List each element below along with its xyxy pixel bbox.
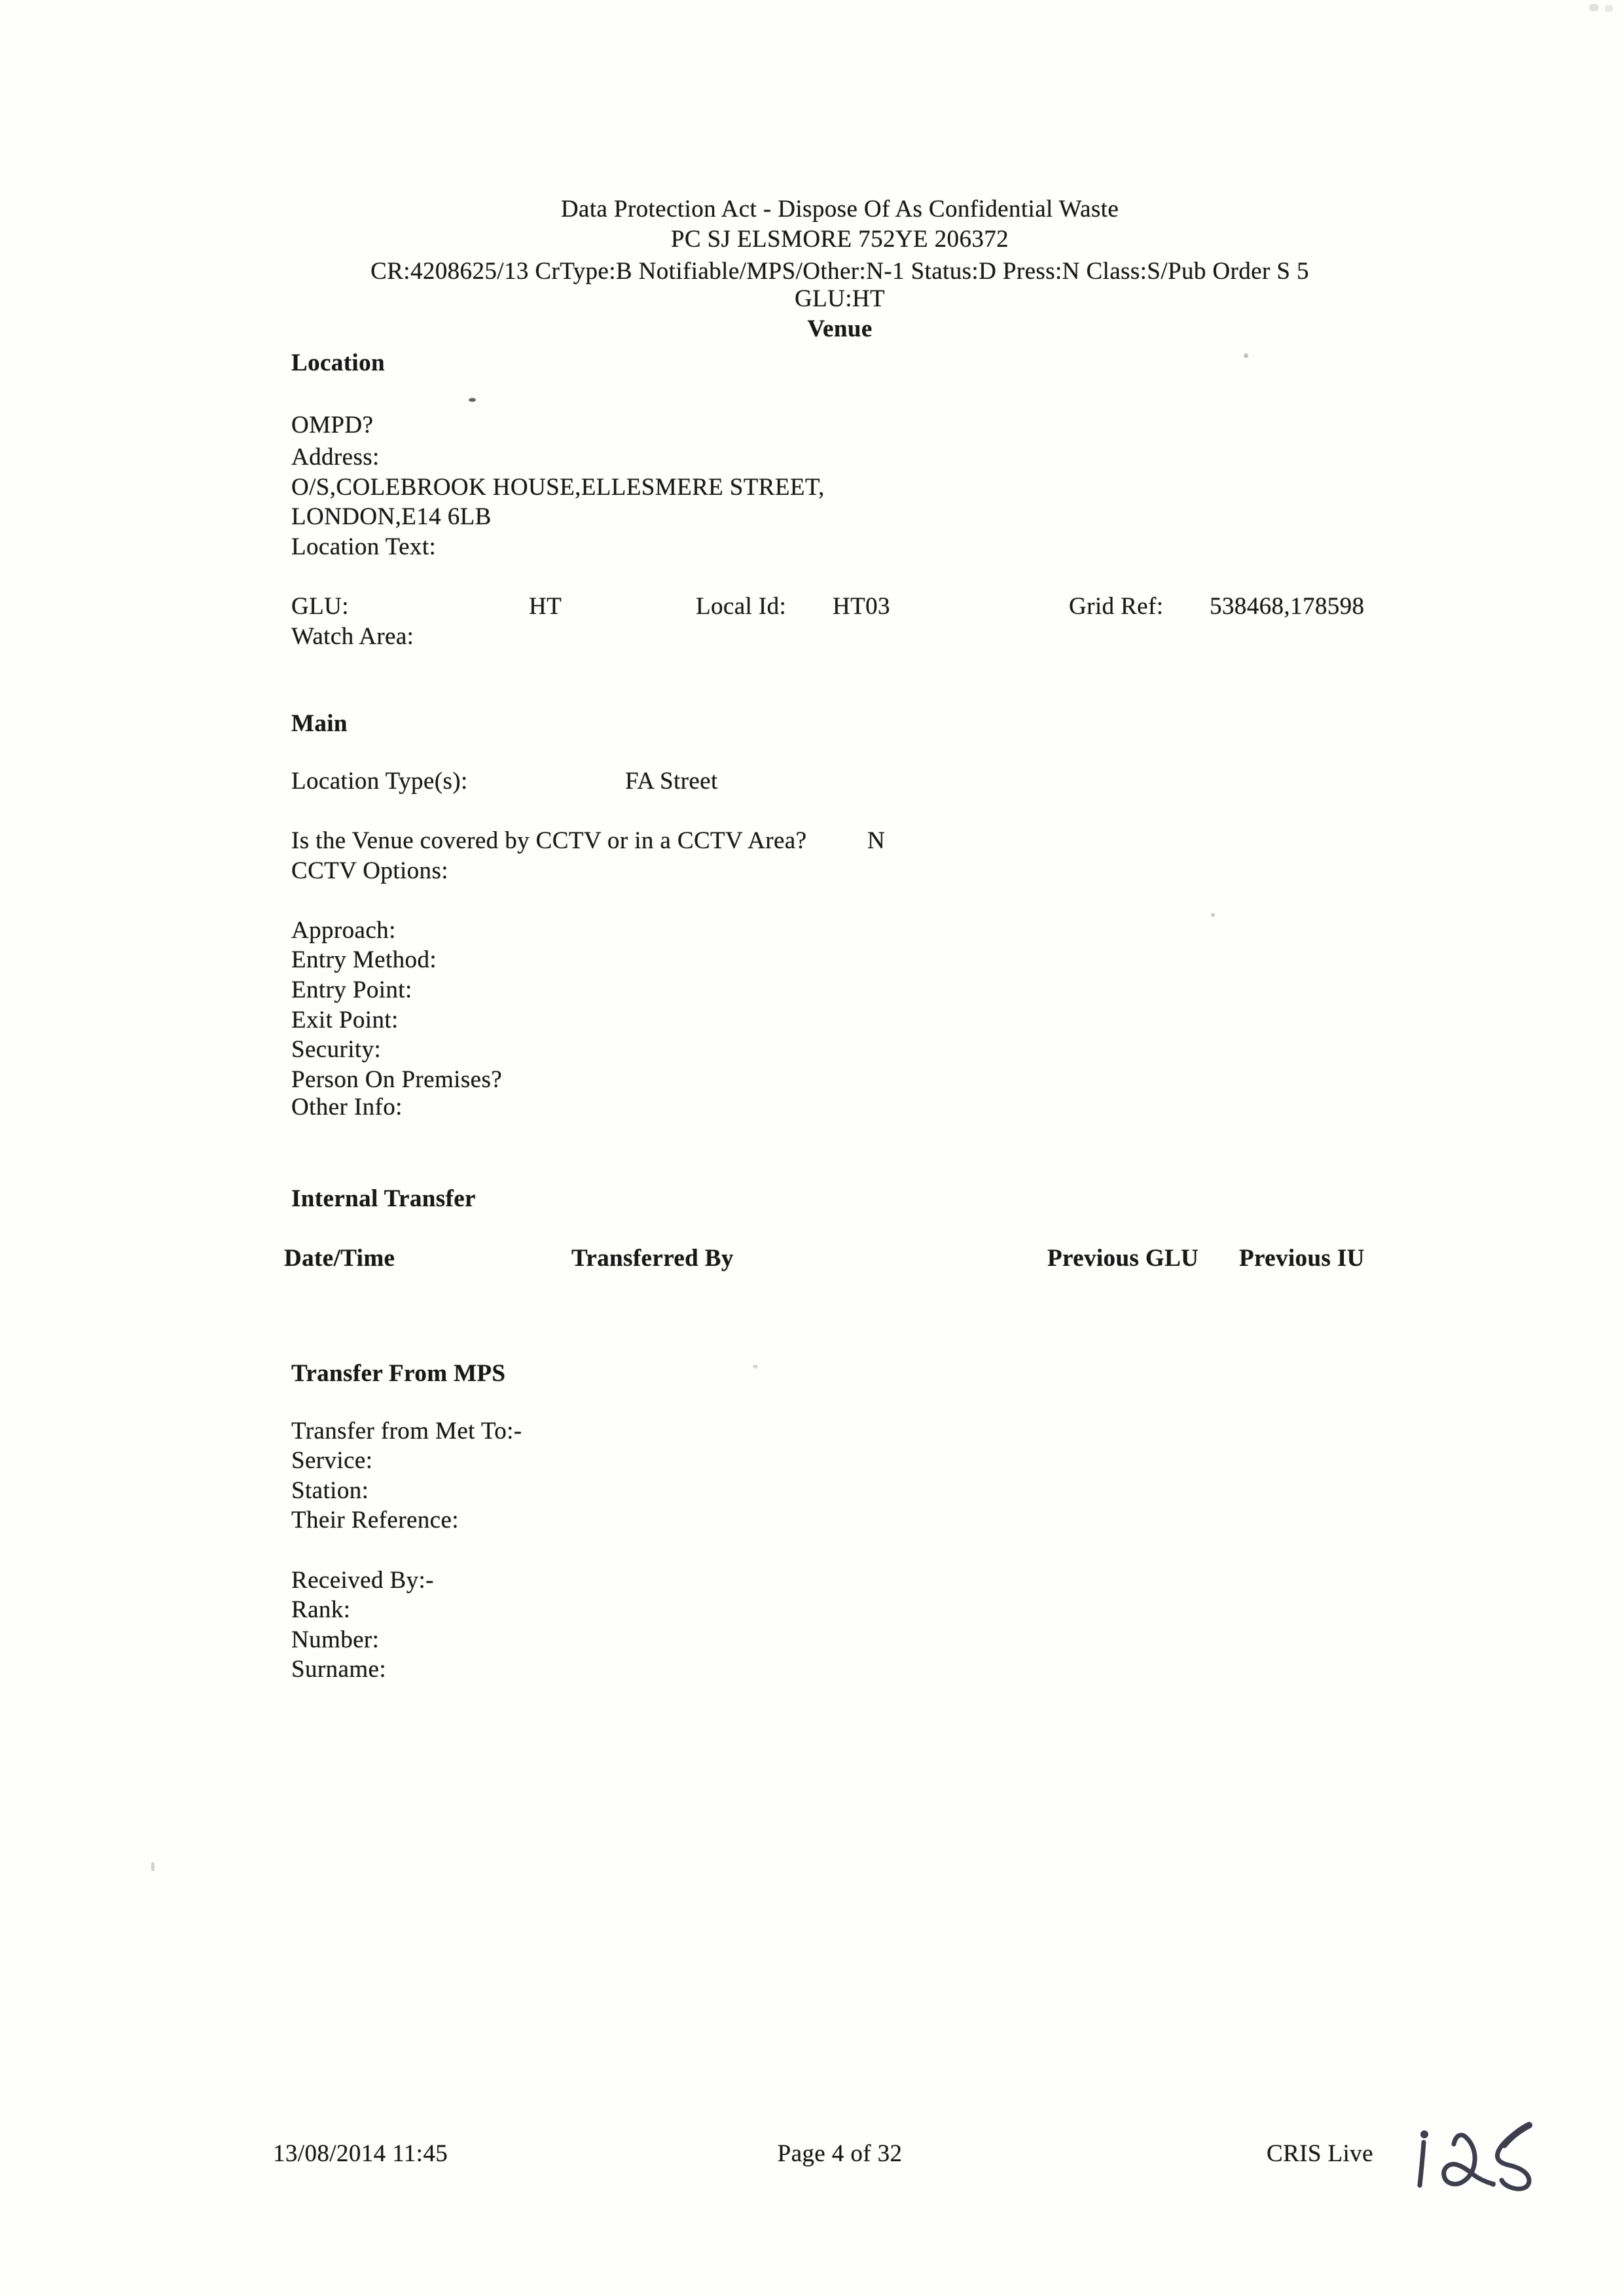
field-label-local-id: Local Id: [696, 593, 787, 620]
handwritten-page-number [1407, 2111, 1551, 2202]
field-ompd: OMPD? [291, 412, 374, 439]
footer-page-number: Page 4 of 32 [777, 2140, 903, 2167]
footer-system-name: CRIS Live [1267, 2140, 1373, 2167]
address-line-1: O/S,COLEBROOK HOUSE,ELLESMERE STREET, [291, 474, 825, 501]
field-label-received-by: Received By:- [291, 1567, 434, 1594]
scan-speck [151, 1862, 154, 1871]
header-line-crime-ref: CR:4208625/13 CrType:B Notifiable/MPS/Other:N-1 Status:D Press:N Class:S/Pub Order S 5 [370, 258, 1309, 285]
header-line-officer: PC SJ ELSMORE 752YE 206372 [670, 226, 1009, 253]
section-heading-main: Main [291, 710, 348, 737]
address-line-2: LONDON,E14 6LB [291, 503, 492, 530]
scan-speck [1589, 4, 1598, 11]
field-value-glu: HT [529, 593, 562, 620]
column-header-previous-iu: Previous IU [1239, 1245, 1365, 1272]
field-label-entry-point: Entry Point: [291, 977, 412, 1003]
header-line-glu: GLU:HT [794, 285, 886, 312]
column-header-previous-glu: Previous GLU [1047, 1245, 1199, 1272]
scan-speck [1244, 353, 1248, 358]
field-label-location-types: Location Type(s): [291, 768, 468, 795]
field-value-local-id: HT03 [833, 593, 890, 620]
field-label-station: Station: [291, 1477, 369, 1504]
field-label-security: Security: [291, 1036, 382, 1063]
field-label-exit-point: Exit Point: [291, 1007, 399, 1033]
scan-speck [469, 398, 476, 402]
field-label-grid-ref: Grid Ref: [1069, 593, 1164, 620]
scan-speck [1605, 5, 1613, 12]
section-heading-location: Location [291, 350, 385, 376]
header-line-dpa: Data Protection Act - Dispose Of As Confidential Waste [560, 196, 1119, 223]
column-header-date-time: Date/Time [284, 1245, 395, 1272]
field-label-rank: Rank: [291, 1596, 351, 1623]
field-label-glu: GLU: [291, 593, 349, 620]
field-label-watch-area: Watch Area: [291, 623, 414, 650]
field-label-address: Address: [291, 444, 380, 471]
field-label-entry-method: Entry Method: [291, 946, 437, 973]
footer-datetime: 13/08/2014 11:45 [273, 2140, 448, 2167]
field-label-their-reference: Their Reference: [291, 1507, 459, 1534]
field-label-service: Service: [291, 1447, 373, 1474]
field-label-approach: Approach: [291, 917, 396, 944]
field-label-number: Number: [291, 1626, 380, 1653]
section-heading-internal-transfer: Internal Transfer [291, 1185, 476, 1212]
field-label-location-text: Location Text: [291, 533, 437, 560]
field-label-other-info: Other Info: [291, 1094, 403, 1121]
scan-speck [753, 1365, 758, 1369]
header-line-venue: Venue [807, 315, 873, 342]
column-header-transferred-by: Transferred By [571, 1245, 734, 1272]
field-label-transfer-from-met: Transfer from Met To:- [291, 1418, 522, 1444]
field-label-surname: Surname: [291, 1656, 387, 1683]
scan-speck [1211, 913, 1215, 917]
field-value-location-types: FA Street [625, 768, 718, 795]
cctv-question: Is the Venue covered by CCTV or in a CCTV Area? [291, 827, 807, 854]
field-label-cctv-options: CCTV Options: [291, 857, 448, 884]
field-value-grid-ref: 538468,178598 [1210, 593, 1365, 620]
section-heading-transfer-from-mps: Transfer From MPS [291, 1360, 506, 1387]
cctv-answer: N [867, 827, 886, 854]
field-label-person-on-premises: Person On Premises? [291, 1066, 503, 1093]
